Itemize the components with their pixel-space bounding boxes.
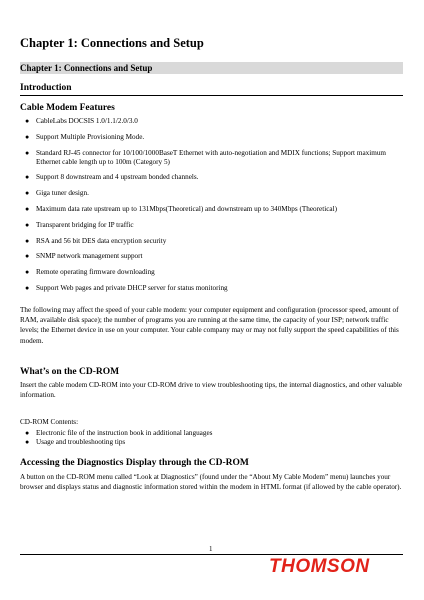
footer-divider xyxy=(20,554,403,555)
cdrom-contents-label: CD-ROM Contents: xyxy=(20,418,79,426)
list-item: ● Support 8 downstream and 4 upstream bonded channels. xyxy=(25,173,199,182)
section-introduction-heading: Introduction xyxy=(20,82,403,96)
list-item: ● CableLabs DOCSIS 1.0/1.1/2.0/3.0 xyxy=(25,117,138,125)
list-item: ● Support Web pages and private DHCP server for status monitoring xyxy=(25,283,228,292)
speed-paragraph: The following may affect the speed of your cable modem: your computer equipment and configuration (processor speed, amount of RAM, available disk space); the number of programs you are running at the same time, the capacity of your ISP; network traffic levels; the Ethernet device in use on your computer. Your cable company may or may not fully support the speed capabilities of this modem. xyxy=(20,306,399,345)
list-item: ● Standard RJ-45 connector for 10/100/1000BaseT Ethernet with auto-negotiation and MDIX functions; Support maximum Ethernet cable length up to 100m (Category 5) xyxy=(25,148,386,166)
list-item: ● Remote operating firmware downloading xyxy=(25,268,155,277)
list-item: ● RSA and 56 bit DES data encryption security xyxy=(25,236,167,245)
cdrom-contents-list xyxy=(20,429,405,447)
list-item: ● Usage and troubleshooting tips xyxy=(25,438,126,446)
bullet-icon: ● xyxy=(25,173,30,182)
bullet-icon: ● xyxy=(25,438,30,446)
bullet-icon: ● xyxy=(25,220,30,229)
thomson-logo: THOMSON xyxy=(269,556,370,577)
list-item: ● Support Multiple Provisioning Mode. xyxy=(25,132,145,141)
list-item: ● Electronic file of the instruction book in additional languages xyxy=(25,429,213,437)
bullet-icon: ● xyxy=(25,148,30,157)
bullet-icon: ● xyxy=(25,429,30,437)
cdrom-paragraph: Insert the cable modem CD-ROM into your CD-ROM drive to view troubleshooting tips, the internal diagnostics, and other valuable information. xyxy=(20,381,403,400)
bullet-icon: ● xyxy=(25,132,30,141)
features-heading: Cable Modem Features xyxy=(20,103,115,113)
page-number: 1 xyxy=(209,545,213,553)
bullet-icon: ● xyxy=(25,252,30,261)
list-item: ● SNMP network management support xyxy=(25,252,143,261)
list-item: ● Transparent bridging for IP traffic xyxy=(25,220,134,229)
bullet-icon: ● xyxy=(25,117,30,125)
cdrom-heading: What’s on the CD-ROM xyxy=(20,367,120,377)
chapter-band-label: Chapter 1: Connections and Setup xyxy=(20,63,153,73)
diagnostics-paragraph: A button on the CD-ROM menu called “Look at Diagnostics” (found under the “About My Cable Modem” menu) launches your browser and displays status and diagnostic information stored within the modem in HTML format (if allowed by the cable operator). xyxy=(20,473,402,492)
list-item: ● Giga tuner design. xyxy=(25,189,89,198)
bullet-icon: ● xyxy=(25,268,30,277)
bullet-icon: ● xyxy=(25,236,30,245)
bullet-icon: ● xyxy=(25,204,30,213)
features-list xyxy=(20,117,405,300)
diagnostics-heading: Accessing the Diagnostics Display through the CD-ROM xyxy=(20,458,249,468)
bullet-icon: ● xyxy=(25,283,30,292)
bullet-icon: ● xyxy=(25,189,30,198)
chapter-band xyxy=(20,62,403,74)
chapter-title: Chapter 1: Connections and Setup xyxy=(20,36,204,50)
list-item: ● Maximum data rate upstream up to 131Mbps(Theoretical) and downstream up to 340Mbps (Theoretical) xyxy=(25,204,337,213)
